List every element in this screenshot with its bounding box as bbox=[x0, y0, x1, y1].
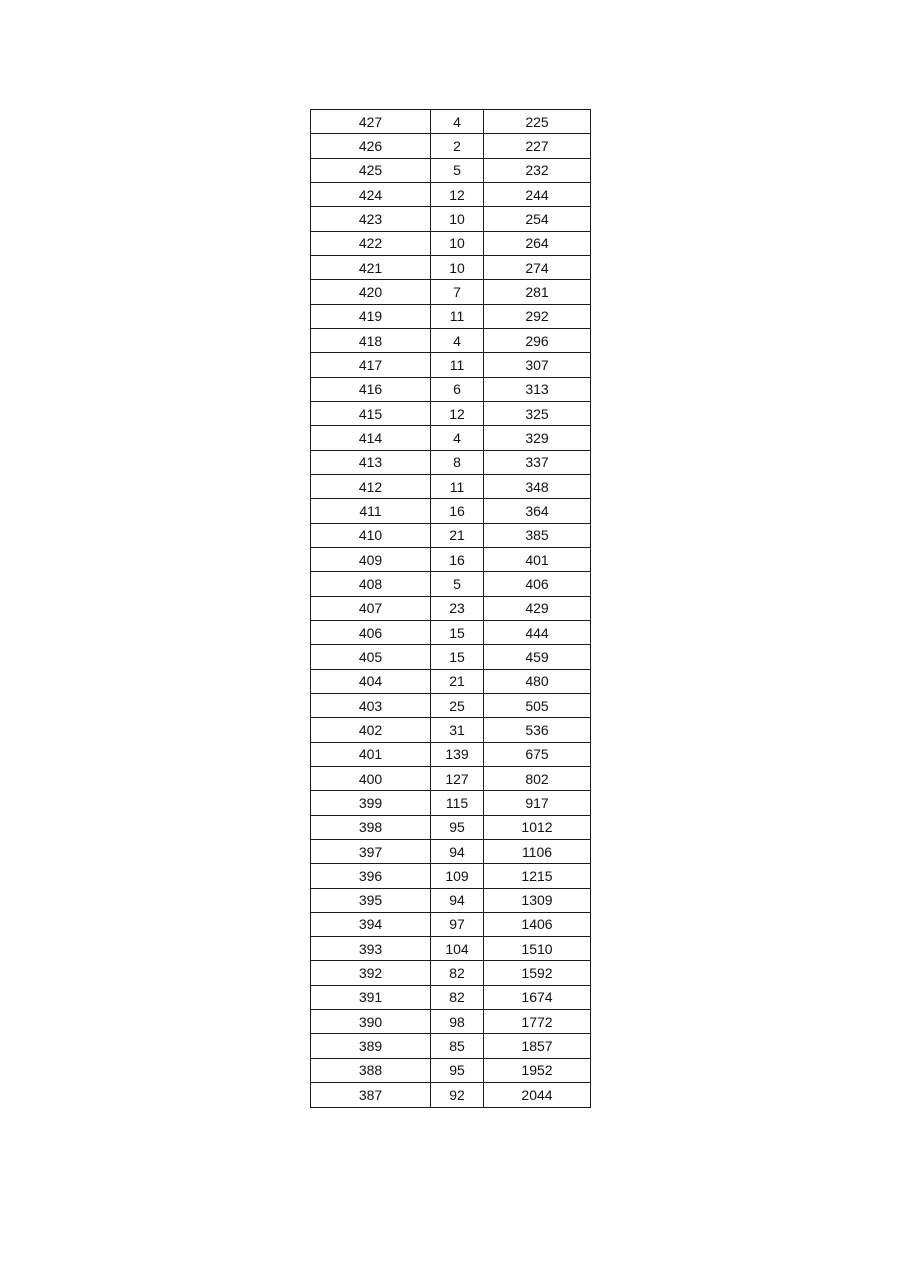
cumulative-cell: 401 bbox=[484, 547, 591, 571]
score-cell: 422 bbox=[311, 231, 431, 255]
table-row bbox=[311, 377, 591, 401]
count-cell: 11 bbox=[431, 353, 484, 377]
count-cell: 8 bbox=[431, 450, 484, 474]
cumulative-cell: 406 bbox=[484, 572, 591, 596]
table-row bbox=[311, 742, 591, 766]
table-row bbox=[311, 888, 591, 912]
cumulative-cell: 364 bbox=[484, 499, 591, 523]
count-cell: 16 bbox=[431, 547, 484, 571]
score-cell: 409 bbox=[311, 547, 431, 571]
cumulative-cell: 917 bbox=[484, 791, 591, 815]
table-row bbox=[311, 255, 591, 279]
count-cell: 98 bbox=[431, 1010, 484, 1034]
score-cell: 416 bbox=[311, 377, 431, 401]
count-cell: 16 bbox=[431, 499, 484, 523]
score-cell: 410 bbox=[311, 523, 431, 547]
count-cell: 10 bbox=[431, 231, 484, 255]
table-row bbox=[311, 961, 591, 985]
table-row bbox=[311, 1010, 591, 1034]
count-cell: 4 bbox=[431, 110, 484, 134]
table-row bbox=[311, 766, 591, 790]
score-cell: 403 bbox=[311, 693, 431, 717]
score-cell: 397 bbox=[311, 839, 431, 863]
table-row bbox=[311, 937, 591, 961]
cumulative-cell: 444 bbox=[484, 620, 591, 644]
count-cell: 2 bbox=[431, 134, 484, 158]
score-cell: 390 bbox=[311, 1010, 431, 1034]
cumulative-cell: 802 bbox=[484, 766, 591, 790]
table-row bbox=[311, 134, 591, 158]
score-cell: 421 bbox=[311, 255, 431, 279]
count-cell: 25 bbox=[431, 693, 484, 717]
count-cell: 5 bbox=[431, 572, 484, 596]
score-table-body bbox=[311, 110, 591, 1108]
count-cell: 95 bbox=[431, 1058, 484, 1082]
table-row bbox=[311, 547, 591, 571]
cumulative-cell: 1012 bbox=[484, 815, 591, 839]
cumulative-cell: 505 bbox=[484, 693, 591, 717]
count-cell: 5 bbox=[431, 158, 484, 182]
cumulative-cell: 675 bbox=[484, 742, 591, 766]
score-cell: 412 bbox=[311, 474, 431, 498]
table-row bbox=[311, 450, 591, 474]
count-cell: 94 bbox=[431, 888, 484, 912]
table-row bbox=[311, 1083, 591, 1108]
score-cell: 405 bbox=[311, 645, 431, 669]
score-cell: 395 bbox=[311, 888, 431, 912]
score-cell: 398 bbox=[311, 815, 431, 839]
cumulative-cell: 274 bbox=[484, 255, 591, 279]
count-cell: 23 bbox=[431, 596, 484, 620]
score-cell: 396 bbox=[311, 864, 431, 888]
count-cell: 15 bbox=[431, 620, 484, 644]
cumulative-cell: 480 bbox=[484, 669, 591, 693]
count-cell: 10 bbox=[431, 255, 484, 279]
cumulative-cell: 1952 bbox=[484, 1058, 591, 1082]
cumulative-cell: 292 bbox=[484, 304, 591, 328]
score-cell: 407 bbox=[311, 596, 431, 620]
score-cell: 427 bbox=[311, 110, 431, 134]
cumulative-cell: 254 bbox=[484, 207, 591, 231]
cumulative-cell: 225 bbox=[484, 110, 591, 134]
cumulative-cell: 313 bbox=[484, 377, 591, 401]
count-cell: 31 bbox=[431, 718, 484, 742]
cumulative-cell: 1772 bbox=[484, 1010, 591, 1034]
cumulative-cell: 348 bbox=[484, 474, 591, 498]
cumulative-cell: 227 bbox=[484, 134, 591, 158]
count-cell: 94 bbox=[431, 839, 484, 863]
count-cell: 4 bbox=[431, 426, 484, 450]
table-row bbox=[311, 158, 591, 182]
score-cell: 426 bbox=[311, 134, 431, 158]
table-row bbox=[311, 353, 591, 377]
cumulative-cell: 281 bbox=[484, 280, 591, 304]
score-cell: 423 bbox=[311, 207, 431, 231]
count-cell: 7 bbox=[431, 280, 484, 304]
score-cell: 404 bbox=[311, 669, 431, 693]
cumulative-cell: 337 bbox=[484, 450, 591, 474]
table-row bbox=[311, 839, 591, 863]
table-row bbox=[311, 523, 591, 547]
count-cell: 12 bbox=[431, 182, 484, 206]
score-cell: 387 bbox=[311, 1083, 431, 1108]
score-cell: 408 bbox=[311, 572, 431, 596]
cumulative-cell: 296 bbox=[484, 328, 591, 352]
table-row bbox=[311, 1058, 591, 1082]
score-cell: 389 bbox=[311, 1034, 431, 1058]
cumulative-cell: 429 bbox=[484, 596, 591, 620]
table-row bbox=[311, 596, 591, 620]
score-cell: 391 bbox=[311, 985, 431, 1009]
cumulative-cell: 1592 bbox=[484, 961, 591, 985]
score-cell: 402 bbox=[311, 718, 431, 742]
count-cell: 109 bbox=[431, 864, 484, 888]
count-cell: 12 bbox=[431, 401, 484, 425]
table-row bbox=[311, 280, 591, 304]
count-cell: 11 bbox=[431, 474, 484, 498]
cumulative-cell: 536 bbox=[484, 718, 591, 742]
table-row bbox=[311, 499, 591, 523]
cumulative-cell: 325 bbox=[484, 401, 591, 425]
score-cell: 394 bbox=[311, 912, 431, 936]
cumulative-cell: 244 bbox=[484, 182, 591, 206]
table-row bbox=[311, 791, 591, 815]
score-cell: 392 bbox=[311, 961, 431, 985]
table-row bbox=[311, 864, 591, 888]
table-row bbox=[311, 426, 591, 450]
count-cell: 97 bbox=[431, 912, 484, 936]
table-row bbox=[311, 182, 591, 206]
score-cell: 414 bbox=[311, 426, 431, 450]
cumulative-cell: 459 bbox=[484, 645, 591, 669]
table-row bbox=[311, 669, 591, 693]
count-cell: 95 bbox=[431, 815, 484, 839]
table-row bbox=[311, 645, 591, 669]
table-row bbox=[311, 304, 591, 328]
cumulative-cell: 1406 bbox=[484, 912, 591, 936]
count-cell: 85 bbox=[431, 1034, 484, 1058]
score-cell: 400 bbox=[311, 766, 431, 790]
table-row bbox=[311, 474, 591, 498]
count-cell: 104 bbox=[431, 937, 484, 961]
count-cell: 139 bbox=[431, 742, 484, 766]
table-row bbox=[311, 207, 591, 231]
cumulative-cell: 232 bbox=[484, 158, 591, 182]
table-row bbox=[311, 693, 591, 717]
score-cell: 420 bbox=[311, 280, 431, 304]
cumulative-cell: 1510 bbox=[484, 937, 591, 961]
table-row bbox=[311, 985, 591, 1009]
count-cell: 21 bbox=[431, 523, 484, 547]
count-cell: 82 bbox=[431, 985, 484, 1009]
cumulative-cell: 1674 bbox=[484, 985, 591, 1009]
table-row bbox=[311, 1034, 591, 1058]
cumulative-cell: 385 bbox=[484, 523, 591, 547]
score-cell: 415 bbox=[311, 401, 431, 425]
count-cell: 15 bbox=[431, 645, 484, 669]
table-row bbox=[311, 231, 591, 255]
count-cell: 6 bbox=[431, 377, 484, 401]
table-row bbox=[311, 401, 591, 425]
count-cell: 115 bbox=[431, 791, 484, 815]
score-cell: 419 bbox=[311, 304, 431, 328]
score-cell: 399 bbox=[311, 791, 431, 815]
cumulative-cell: 264 bbox=[484, 231, 591, 255]
score-distribution-table bbox=[310, 109, 591, 1108]
score-cell: 418 bbox=[311, 328, 431, 352]
count-cell: 21 bbox=[431, 669, 484, 693]
cumulative-cell: 1857 bbox=[484, 1034, 591, 1058]
score-cell: 425 bbox=[311, 158, 431, 182]
cumulative-cell: 1309 bbox=[484, 888, 591, 912]
score-cell: 424 bbox=[311, 182, 431, 206]
cumulative-cell: 307 bbox=[484, 353, 591, 377]
score-cell: 413 bbox=[311, 450, 431, 474]
score-cell: 406 bbox=[311, 620, 431, 644]
score-cell: 411 bbox=[311, 499, 431, 523]
table-row bbox=[311, 718, 591, 742]
table-row bbox=[311, 620, 591, 644]
table-row bbox=[311, 572, 591, 596]
table-row bbox=[311, 815, 591, 839]
table-row bbox=[311, 110, 591, 134]
count-cell: 82 bbox=[431, 961, 484, 985]
score-cell: 401 bbox=[311, 742, 431, 766]
score-cell: 388 bbox=[311, 1058, 431, 1082]
cumulative-cell: 329 bbox=[484, 426, 591, 450]
count-cell: 11 bbox=[431, 304, 484, 328]
score-cell: 393 bbox=[311, 937, 431, 961]
count-cell: 127 bbox=[431, 766, 484, 790]
cumulative-cell: 1106 bbox=[484, 839, 591, 863]
table-row bbox=[311, 912, 591, 936]
cumulative-cell: 2044 bbox=[484, 1083, 591, 1108]
count-cell: 10 bbox=[431, 207, 484, 231]
table-row bbox=[311, 328, 591, 352]
cumulative-cell: 1215 bbox=[484, 864, 591, 888]
count-cell: 92 bbox=[431, 1083, 484, 1108]
count-cell: 4 bbox=[431, 328, 484, 352]
score-cell: 417 bbox=[311, 353, 431, 377]
